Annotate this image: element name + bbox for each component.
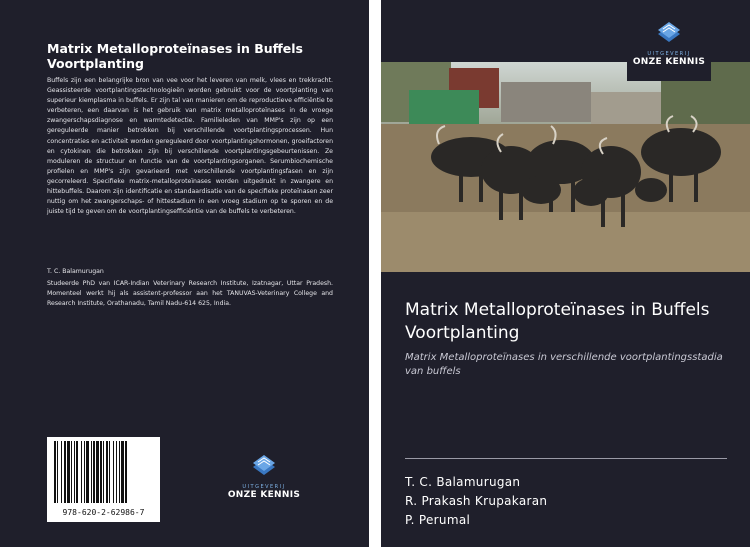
- barcode-icon: [52, 441, 155, 505]
- author-name: T. C. Balamurugan: [405, 475, 521, 489]
- publisher-name: ONZE KENNIS: [227, 490, 301, 500]
- isbn-barcode: [47, 437, 160, 522]
- buffalo-herd-photo: [381, 62, 750, 272]
- back-title: Matrix Metalloproteïnases in Buffels Voortplanting: [47, 41, 303, 71]
- buffalo-photo-illustration: [381, 62, 750, 272]
- front-publisher-logo: [627, 13, 711, 81]
- publisher-sub: UITGEVERIJ: [242, 484, 286, 490]
- publisher-name: ONZE KENNIS: [632, 57, 706, 67]
- book-logo-icon: [654, 17, 684, 47]
- author-name: P. Perumal: [405, 513, 471, 527]
- author-list: [405, 473, 547, 530]
- back-author-name: T. C. Balamurugan: [47, 268, 104, 275]
- book-logo-icon: [249, 450, 279, 480]
- author-name: R. Prakash Krupakaran: [405, 494, 548, 508]
- back-publisher-logo: [222, 450, 306, 500]
- front-title: Matrix Metalloproteïnases in Buffels Voortplanting: [405, 300, 710, 343]
- publisher-sub: UITGEVERIJ: [647, 51, 691, 57]
- back-cover: [0, 0, 369, 547]
- back-description: Buffels zijn een belangrijke bron van vee voor het leveren van melk, vlees en trekkracht. Geassisteerde voortplantingstechnologieën worden gebruikt voor de voortplanting van superieur kiemplasma in buffels. Er zijn tal van manieren om de reproductieve efficiëntie te verbeteren, een daarvan is het gebruik van matrix metalloproteïnases in de vroege zwangerschapsdiagnose en warmtedetectie. Familieleden van MMP's zijn op een gereguleerde manier betrokken bij verschillende voortplantingsprocessen. Hun concentraties en activiteit worden gereguleerd door voortplantingshormonen, groeifactoren en cytokinen die betrokken zijn bij verschillende voortplantingsgebeurtenissen. Ze moduleren de structuur en functie van de voortplantingsorganen. Serumbiochemische profielen en MMP's zijn gevarieerd met verschillende voortplantingsfasen en zijn gecorreleerd. Specifieke matrix-metalloproteïnases worden uitgedrukt in zwangere en hittebuffels. Daarom zijn identificatie en standaardisatie van de specifieke proteïnasen zeer nuttig om het zwangerschaps- of hittestadium in een vroeg stadium op te sporen en de juiste tijd te geven om de voortplantingsefficiëntie van de buffels te verbeteren.: [47, 77, 333, 216]
- isbn-number: 978-620-2-62986-7: [62, 508, 145, 517]
- back-author-bio: Studeerde PhD van ICAR-Indian Veterinary Research Institute, Izatnagar, Uttar Pradesh. Momenteel werkt hij als assistent-professor aan het TANUVAS-Veterinary College and Research Institute, Orathanadu, Tamil Nadu-614 625, India.: [47, 280, 333, 308]
- front-subtitle: Matrix Metalloproteïnases in verschillende voortplantingsstadia van buffels: [405, 352, 723, 377]
- divider-line: [405, 458, 727, 459]
